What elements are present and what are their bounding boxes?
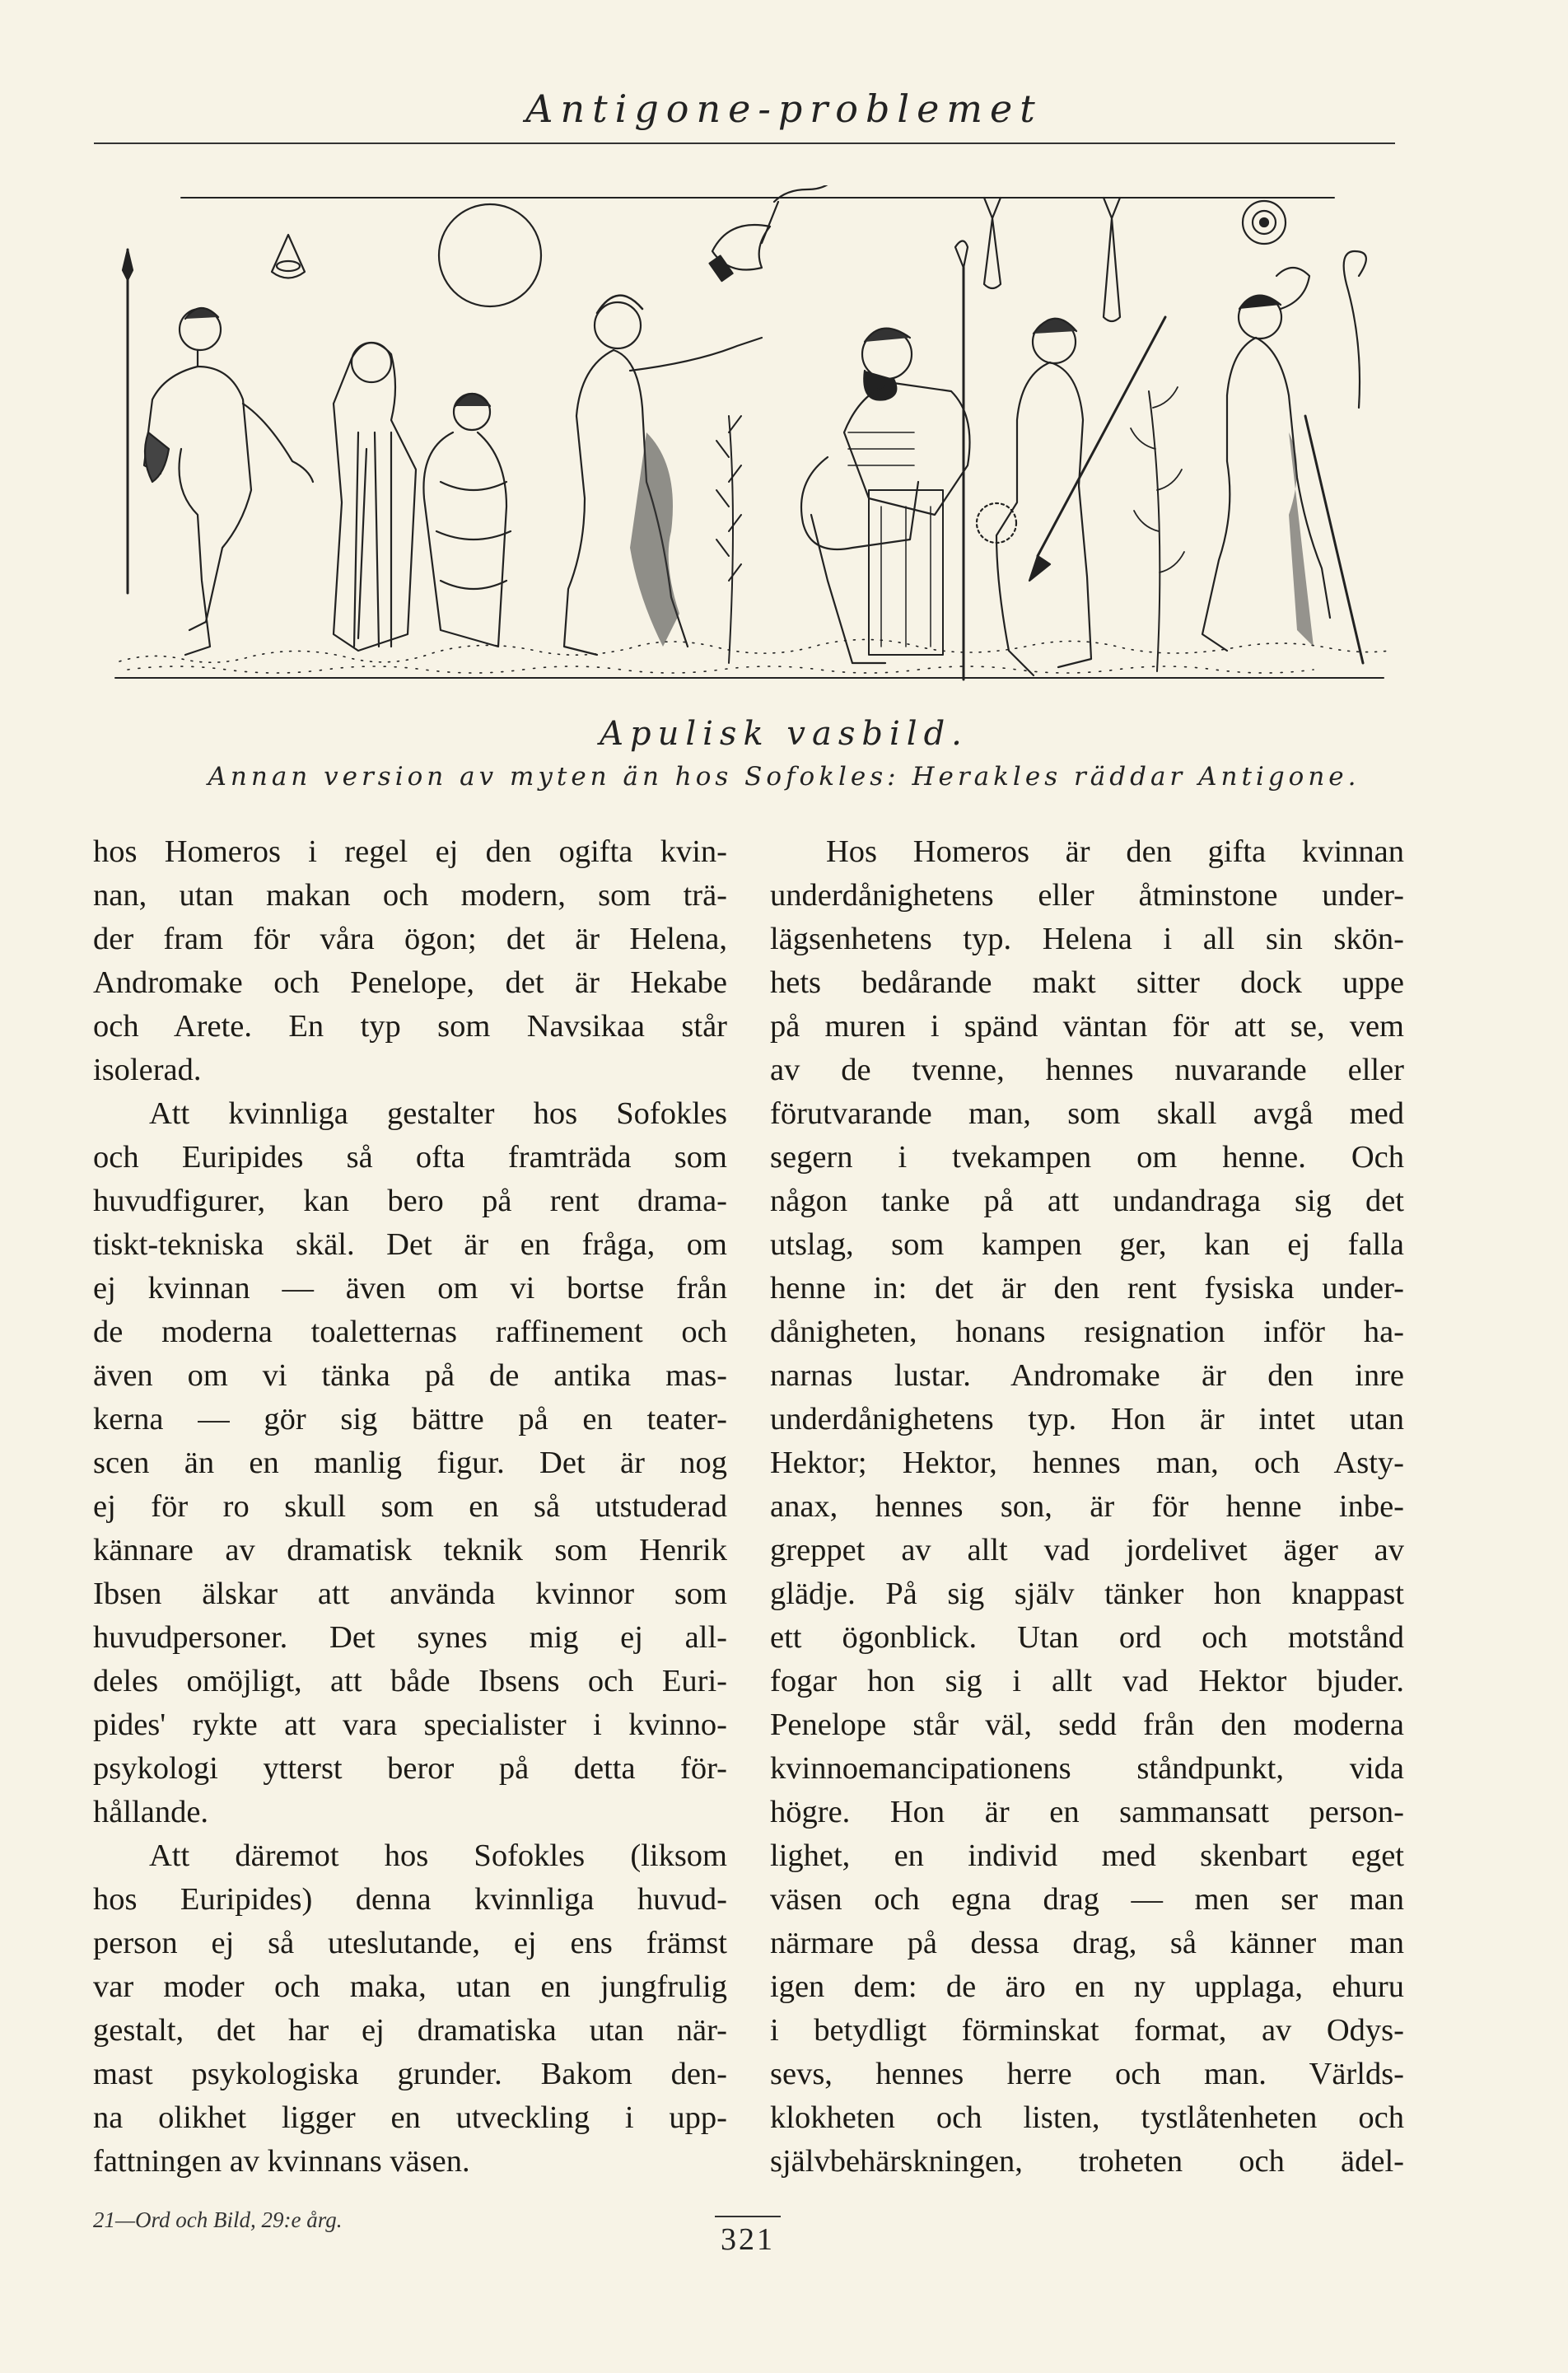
text-line: greppet av allt vad jordelivet äger av	[770, 1533, 1404, 1567]
text-line: var moder och maka, utan en jungfrulig	[93, 1969, 727, 2004]
text-line: pides' rykte att vara specialister i kvinno-	[93, 1707, 727, 1742]
text-line: och Euripides så ofta framträda som	[93, 1140, 727, 1175]
text-line: de moderna toaletternas raffinement och	[93, 1315, 727, 1349]
text-line: närmare på dessa drag, så känner man	[770, 1926, 1404, 1960]
text-line: Hos Homeros är den gifta kvinnan	[826, 834, 1404, 869]
text-line: narnas lustar. Andromake är den inre	[770, 1358, 1404, 1393]
text-line: högre. Hon är en sammansatt person-	[770, 1795, 1404, 1829]
figure-cloaked-woman	[334, 343, 416, 651]
text-line: kännare av dramatisk teknik som Henrik	[93, 1533, 727, 1567]
text-line: person ej så uteslutande, ej ens främst	[93, 1926, 727, 1960]
text-line: lighet, en individ med skenbart eget	[770, 1838, 1404, 1873]
left-paragraph-3	[93, 1834, 727, 2184]
text-line: kvinnoemancipationens ståndpunkt, vida	[770, 1751, 1404, 1786]
text-line: henne in: det är den rent fysiska under-	[770, 1271, 1404, 1306]
text-line: dånigheten, honans resignation inför ha-	[770, 1315, 1404, 1349]
text-line: Penelope står väl, sedd från den moderna	[770, 1707, 1404, 1742]
text-line: klokheten och listen, tystlåtenheten och	[770, 2100, 1404, 2135]
text-line: anax, hennes son, är för henne inbe-	[770, 1489, 1404, 1524]
right-paragraph-1	[770, 830, 1404, 2184]
text-line: på muren i spänd väntan för att se, vem	[770, 1009, 1404, 1044]
text-line: självbehärskningen, troheten och ädel-	[770, 2144, 1404, 2179]
signature-footnote: 21—Ord och Bild, 29:e årg.	[93, 2207, 343, 2232]
text-line: ej för ro skull som en så utstuderad	[93, 1489, 727, 1524]
figure-caption-subtitle: Annan version av myten än hos Sofokles: Herakles räddar Antigone.	[208, 762, 1360, 792]
text-line: sevs, hennes herre och man. Världs-	[770, 2057, 1404, 2091]
text-line: i betydligt förminskat format, av Odys-	[770, 2013, 1404, 2048]
text-line: fogar hon sig i allt vad Hektor bjuder.	[770, 1664, 1404, 1698]
text-line: hos Euripides) denna kvinnliga huvud-	[93, 1882, 727, 1917]
left-paragraph-2	[93, 1092, 727, 1834]
text-line: underdånighetens typ. Hon är intet utan	[770, 1402, 1404, 1436]
figure-seated-king	[801, 241, 970, 680]
text-line: na olikhet ligger en utveckling i upp-	[93, 2100, 727, 2135]
text-line: ej kvinnan — även om vi bortse från	[93, 1271, 727, 1306]
ground-dots	[119, 639, 1392, 673]
text-line: igen dem: de äro en ny upplaga, ehuru	[770, 1969, 1404, 2004]
figure-young-man	[977, 317, 1165, 675]
text-line: nan, utan makan och modern, som trä-	[93, 878, 727, 913]
page-number-rule	[715, 2216, 781, 2217]
text-line: psykologi ytterst beror på detta för-	[93, 1751, 727, 1786]
text-line: hållande.	[93, 1795, 209, 1829]
text-line: scen än en manlig figur. Det är nog	[93, 1446, 727, 1480]
text-line: underdånighetens eller åtminstone under-	[770, 878, 1404, 913]
text-line: der fram för våra ögon; det är Helena,	[93, 922, 727, 956]
text-line: tiskt-tekniska skäl. Det är en fråga, om	[93, 1227, 727, 1262]
text-line: Att kvinnliga gestalter hos Sofokles	[149, 1096, 727, 1131]
text-line: kerna — gör sig bättre på en teater-	[93, 1402, 727, 1436]
text-line: Andromake och Penelope, det är Hekabe	[93, 965, 727, 1000]
text-line: hos Homeros i regel ej den ogifta kvin-	[93, 834, 727, 869]
text-line: Ibsen älskar att använda kvinnor som	[93, 1577, 727, 1611]
left-paragraph-1	[93, 830, 727, 1092]
text-line: även om vi tänka på de antika mas-	[93, 1358, 727, 1393]
text-line: isolerad.	[93, 1053, 202, 1087]
text-line: Hektor; Hektor, hennes man, och Asty-	[770, 1446, 1404, 1480]
text-line: hets bedårande makt sitter dock uppe	[770, 965, 1404, 1000]
figure-child	[423, 394, 511, 647]
figure-woman-arm-raised	[1202, 268, 1363, 663]
text-line: och Arete. En typ som Navsikaa står	[93, 1009, 727, 1044]
figure-caption-title: Apulisk vasbild.	[600, 715, 968, 753]
text-line: glädje. På sig själv tänker hon knappast	[770, 1577, 1404, 1611]
figure-left-warrior	[144, 308, 313, 655]
text-line: deles omöjligt, att både Ibsens och Euri-	[93, 1664, 727, 1698]
text-line: ett ögonblick. Utan ord och motstånd	[770, 1620, 1404, 1655]
text-line: väsen och egna drag — men ser man	[770, 1882, 1404, 1917]
text-line: av de tvenne, hennes nuvarande eller	[770, 1053, 1404, 1087]
left-column	[93, 830, 727, 2184]
text-line: fattningen av kvinnans väsen.	[93, 2144, 470, 2179]
text-line: förutvarande man, som skall avgå med	[770, 1096, 1404, 1131]
text-line: utslag, som kampen ger, kan ej falla	[770, 1227, 1404, 1262]
running-head: Antigone-problemet	[525, 86, 1043, 131]
text-line: lägsenhetens typ. Helena i all sin skön-	[770, 922, 1404, 956]
text-line: segern i tvekampen om henne. Och	[770, 1140, 1404, 1175]
text-line: huvudfigurer, kan bero på rent drama-	[93, 1184, 727, 1218]
text-line: Att däremot hos Sofokles (liksom	[149, 1838, 727, 1873]
text-line: mast psykologiska grunder. Bakom den-	[93, 2057, 727, 2091]
text-line: gestalt, det har ej dramatiska utan när-	[93, 2013, 727, 2048]
right-column	[770, 830, 1404, 2184]
header-rule	[94, 142, 1395, 144]
vase-illustration	[103, 185, 1392, 696]
page-number: 321	[721, 2222, 775, 2257]
text-line: någon tanke på att undandraga sig det	[770, 1184, 1404, 1218]
text-line: huvudpersoner. Det synes mig ej all-	[93, 1620, 727, 1655]
